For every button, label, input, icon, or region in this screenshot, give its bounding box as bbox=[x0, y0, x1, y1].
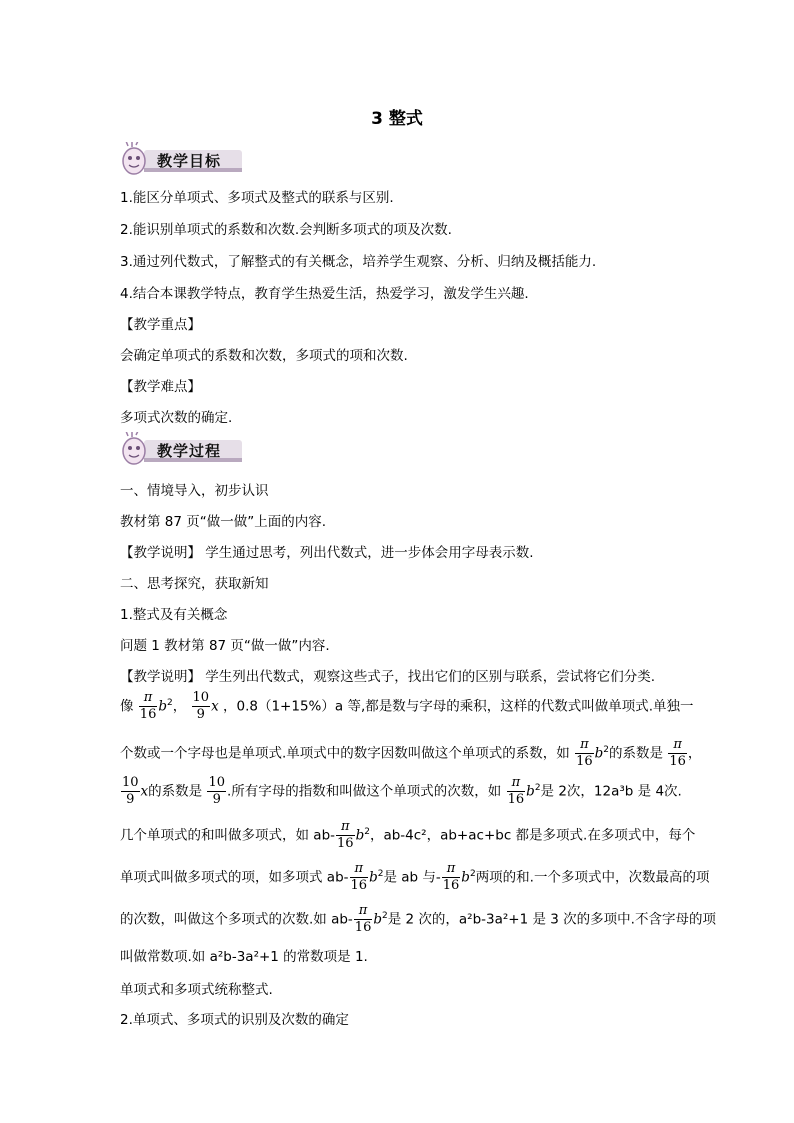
text-segment: 的系数是 bbox=[609, 745, 664, 762]
text-segment: 是 2 次的，a²b-3a²+1 是 3 次的多项中.不含字母的项 bbox=[387, 911, 716, 928]
section-heading: 二、思考探究，获取新知 bbox=[120, 576, 269, 592]
fraction: $\frac{10}{9}$ bbox=[122, 775, 139, 807]
paragraph-line: 单项式叫做多项式的项，如多项式 ab- $\frac{\pi}{16}$ $b^2$是 ab 与- $\frac{\pi}{16}$ $b^2$两项的和.一个多项式中，次数最高的项 bbox=[120, 861, 710, 893]
goal-item: 4.结合本课教学特点，教育学生热爱生活，热爱学习，激发学生兴趣. bbox=[120, 286, 529, 302]
subsection-heading: 1.整式及有关概念 bbox=[120, 607, 228, 623]
paragraph-line: 的次数，叫做这个多项式的次数.如 ab- $\frac{\pi}{16}$ $b^2$是 2 次的，a²b-3a²+1 是 3 次的多项中.不含字母的项 bbox=[120, 903, 716, 935]
paragraph-line: $\frac{10}{9}$ x的系数是 $\frac{10}{9}$ .所有字母的指数和叫做这个单项式的次数，如 $\frac{\pi}{16}$ $b^2$是 2次，12a³b 是 4次. bbox=[122, 775, 682, 807]
fraction: $\frac{\pi}{16}$ bbox=[354, 903, 372, 935]
section-banner-goals bbox=[116, 142, 244, 178]
text-segment: 的系数是 bbox=[148, 783, 203, 800]
goal-item: 2.能识别单项式的系数和次数.会判断多项式的项及次数. bbox=[120, 222, 452, 238]
text-segment: ，ab-4c²，ab+ac+bc 都是多项式.在多项式中，每个 bbox=[369, 827, 696, 844]
section-banner-process bbox=[116, 432, 244, 468]
goal-item: 3.通过列代数式，了解整式的有关概念，培养学生观察、分析、归纳及概括能力. bbox=[120, 254, 597, 270]
section-heading: 一、情境导入，初步认识 bbox=[120, 483, 269, 499]
body-text: 单项式和多项式统称整式. bbox=[120, 982, 273, 998]
question-text: 问题 1 教材第 87 页“做一做”内容. bbox=[120, 638, 330, 654]
paragraph-line: 像 $\frac{\pi}{16}$ $b^2$， $\frac{10}{9}$ x ，0.8（1+15%）a 等,都是数与字母的乘积，这样的代数式叫做单项式.单独一 bbox=[120, 690, 694, 722]
text-segment: 是 ab 与- bbox=[383, 869, 441, 886]
subsection-heading: 2.单项式、多项式的识别及次数的确定 bbox=[120, 1012, 349, 1028]
text-segment: 是 2次，12a³b 是 4次. bbox=[540, 783, 682, 800]
difficulty-label: 【教学难点】 bbox=[120, 379, 201, 395]
key-point-text: 会确定单项式的系数和次数，多项式的项和次数. bbox=[120, 348, 408, 364]
paragraph-line: 叫做常数项.如 a²b-3a²+1 的常数项是 1. bbox=[120, 949, 368, 965]
fraction: $\frac{\pi}{16}$ bbox=[442, 861, 460, 893]
fraction: $\frac{\pi}{16}$ bbox=[350, 861, 368, 893]
teaching-note: 【教学说明】 学生通过思考，列出代数式，进一步体会用字母表示数. bbox=[120, 545, 534, 561]
paragraph-line: 几个单项式的和叫做多项式，如 ab- $\frac{\pi}{16}$ $b^2$，ab-4c²，ab+ac+bc 都是多项式.在多项式中，每个 bbox=[120, 819, 696, 851]
page-title: 3 整式 bbox=[371, 109, 423, 129]
text-segment: 像 bbox=[120, 698, 134, 715]
fraction: $\frac{10}{9}$ bbox=[192, 690, 210, 722]
paragraph-line: 个数或一个字母也是单项式.单项式中的数字因数叫做这个单项式的系数，如 $\frac{\pi}{16}$ $b^2$的系数是 $\frac{\pi}{16}$ ， bbox=[120, 737, 702, 769]
difficulty-text: 多项式次数的确定. bbox=[120, 410, 233, 426]
fraction: $\frac{10}{9}$ bbox=[208, 775, 226, 807]
text-segment: .所有字母的指数和叫做这个单项式的次数，如 bbox=[227, 783, 502, 800]
text-segment: 几个单项式的和叫做多项式，如 ab- bbox=[120, 827, 336, 844]
text-segment: 个数或一个字母也是单项式.单项式中的数字因数叫做这个单项式的系数，如 bbox=[120, 745, 570, 762]
text-segment: 两项的和.一个多项式中，次数最高的项 bbox=[475, 869, 710, 886]
goal-item: 1.能区分单项式、多项式及整式的联系与区别. bbox=[120, 190, 394, 206]
body-text: 教材第 87 页“做一做”上面的内容. bbox=[120, 514, 327, 530]
fraction: $\frac{\pi}{16}$ bbox=[669, 737, 686, 769]
fraction: $\frac{\pi}{16}$ bbox=[507, 775, 525, 807]
fraction: $\frac{\pi}{16}$ bbox=[337, 819, 354, 851]
text-segment: 单项式叫做多项式的项，如多项式 ab- bbox=[120, 869, 349, 886]
teaching-note: 【教学说明】 学生列出代数式，观察这些式子，找出它们的区别与联系，尝试将它们分类. bbox=[120, 669, 656, 685]
banner-title: 教学目标 bbox=[157, 152, 222, 170]
banner-title: 教学过程 bbox=[157, 442, 222, 460]
fraction: $\frac{\pi}{16}$ bbox=[139, 690, 157, 722]
text-segment: ，0.8（1+15%）a 等,都是数与字母的乘积，这样的代数式叫做单项式.单独一 bbox=[223, 698, 694, 715]
key-point-label: 【教学重点】 bbox=[120, 317, 201, 333]
text-segment: 的次数，叫做这个多项式的次数.如 ab- bbox=[120, 911, 353, 928]
fraction: $\frac{\pi}{16}$ bbox=[576, 737, 593, 769]
